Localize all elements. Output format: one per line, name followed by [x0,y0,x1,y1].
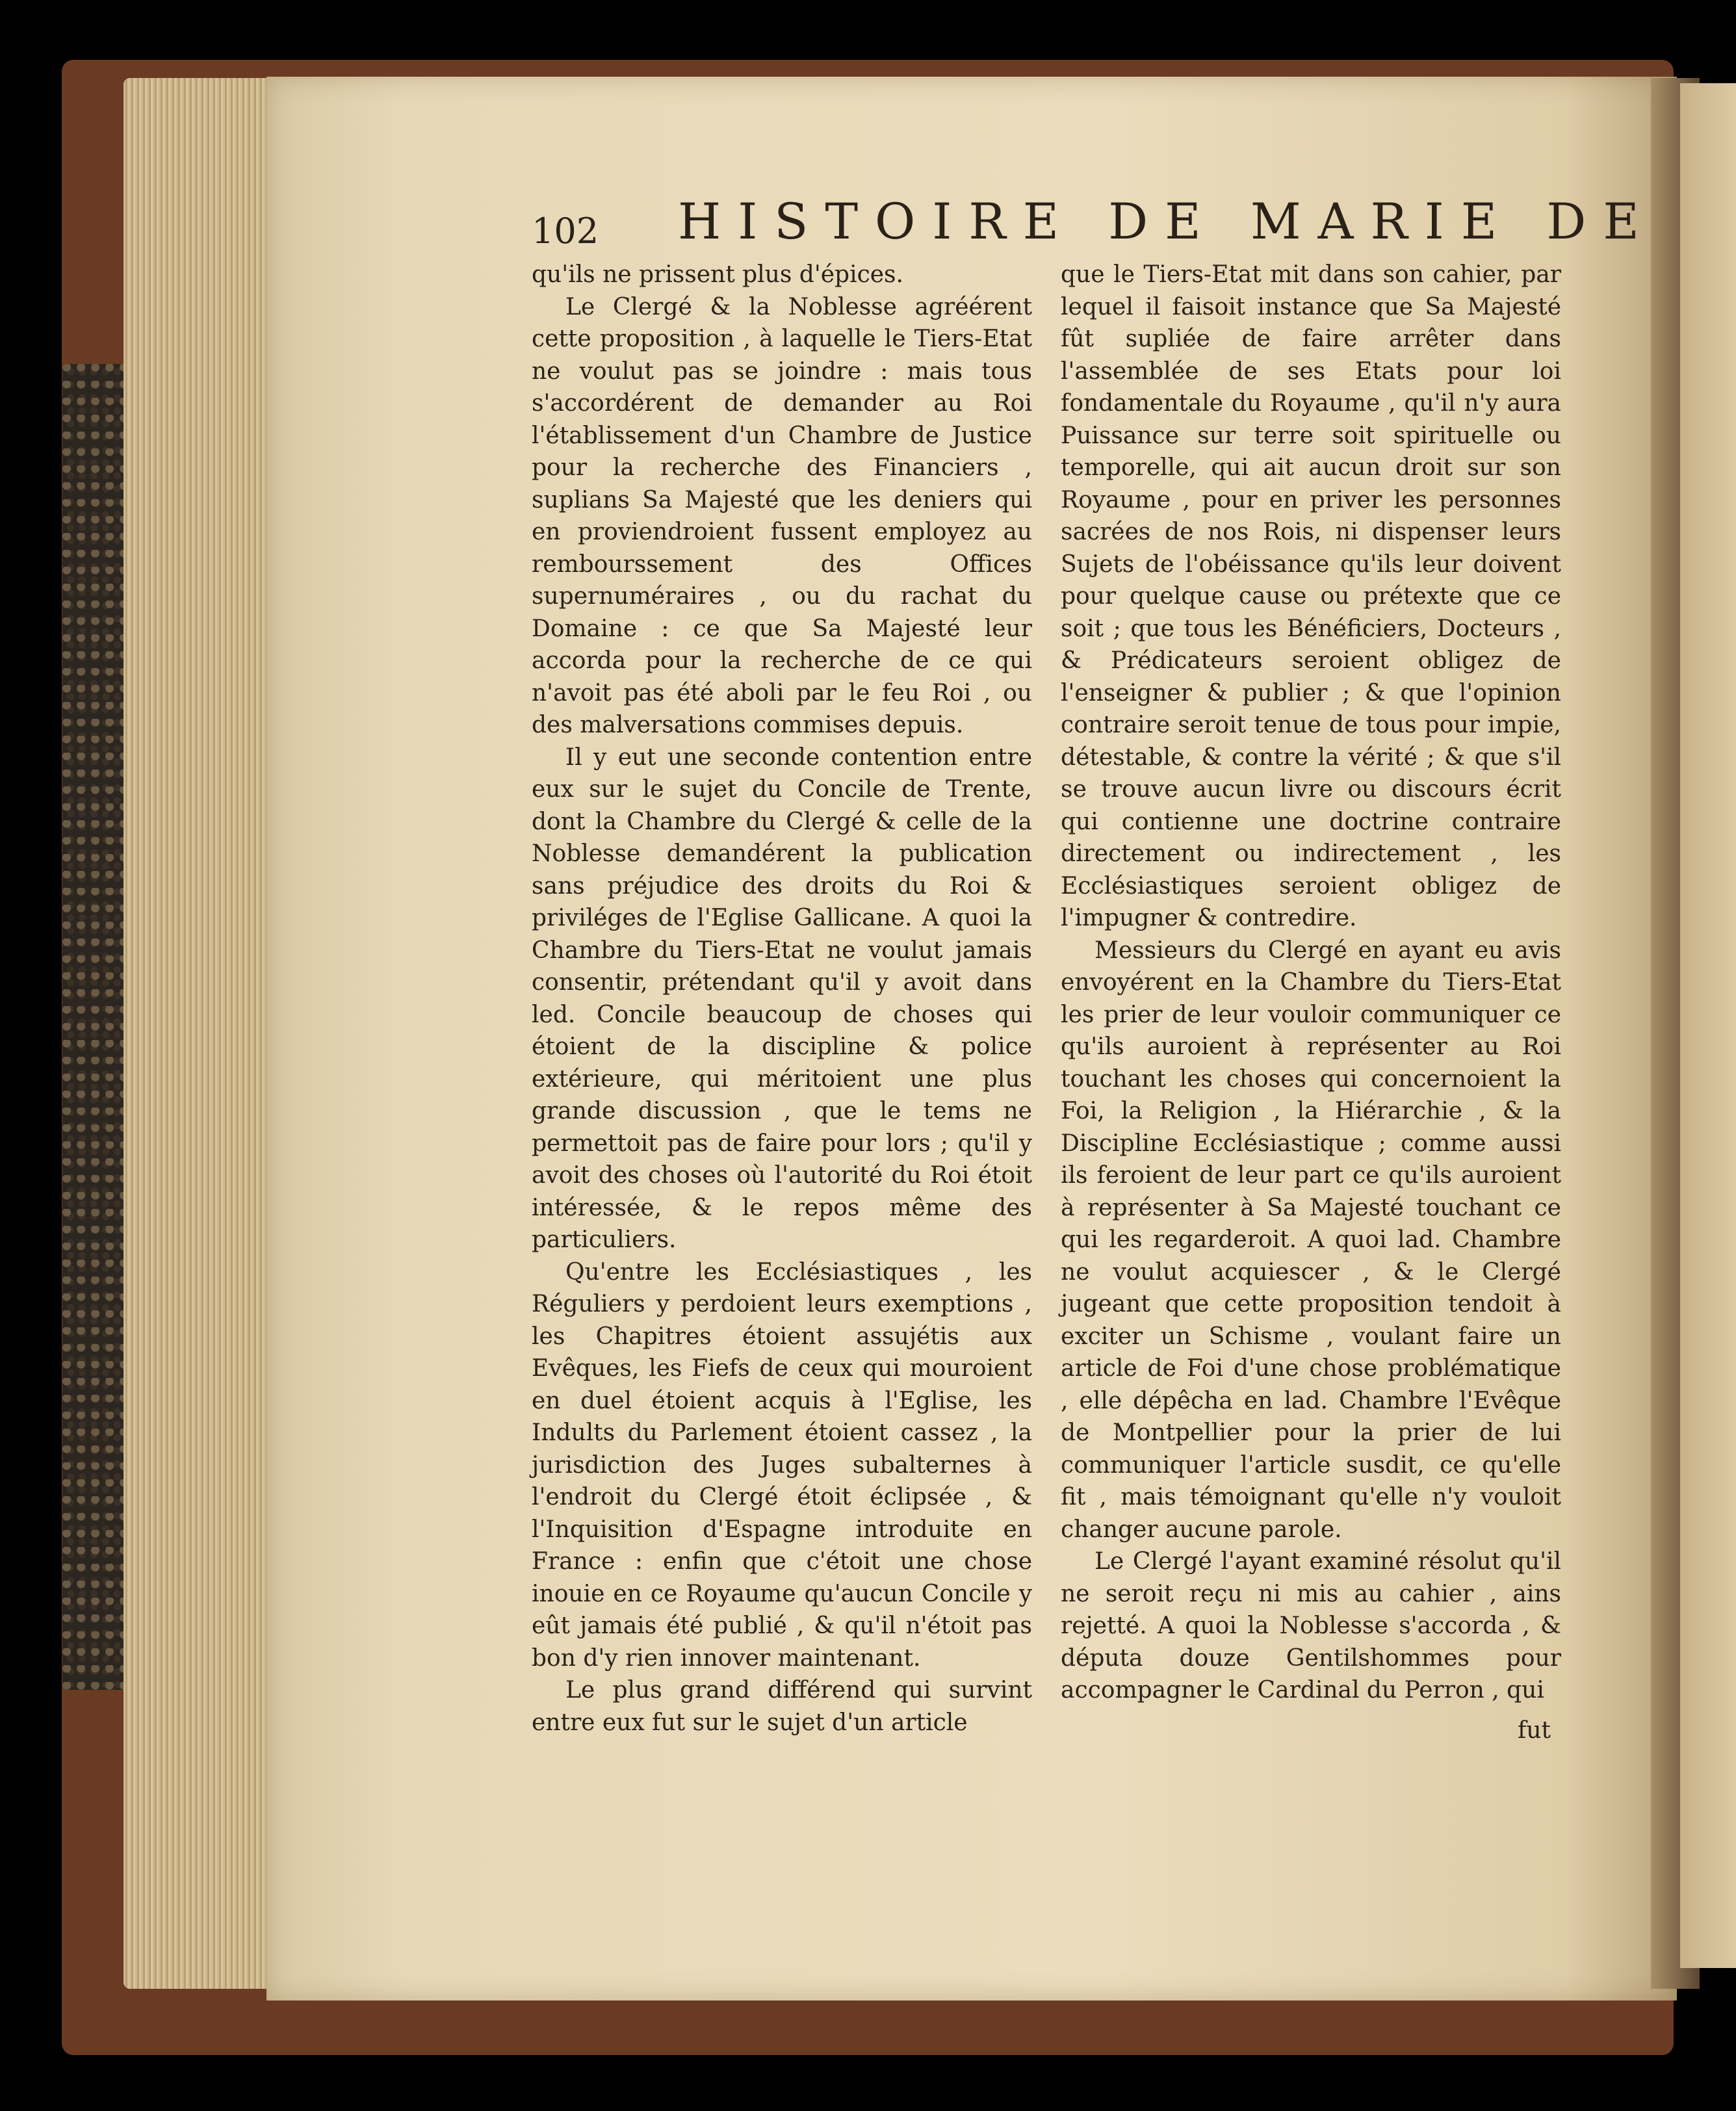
paragraph: Qu'entre les Ecclésiastiques , les Réguliers y perdoient leurs exemptions , les Chapitres étoient assujétis aux Evêques, les Fiefs de ceux qui mouroient en duel étoient acquis à l'Eglise, les Indults du Parlement étoient cassez , la jurisdiction des Juges subalternes à l'endroit du Clergé étoit éclipsée , & l'Inquisition d'Espagne introduite en France : enfin que c'étoit une chose inouie en ce Royaume qu'aucun Concile y eût jamais été publié , & qu'il n'étoit pas bon d'y rien innover maintenant. [532,1258,1032,1672]
paragraph: qu'ils ne prissent plus d'épices. [532,261,903,288]
page-number: 102 [532,211,599,252]
paragraph: Il y eut une seconde contention entre eux sur le sujet du Concile de Trente, dont la Chambre du Clergé & celle de la Noblesse demandérent la publication sans préjudice des droits du Roi & priviléges de l'Eglise Gallicane. A quoi la Chambre du Tiers-Etat ne voulut jamais consentir, prétendant qu'il y avoit dans led. Concile beaucoup de choses qui étoient de la discipline & police extérieure, qui méritoient une plus grande discussion , que le tems ne permettoit pas de faire pour lors ; qu'il y avoit des choses où l'autorité du Roi étoit intéressée, & le repos même des particuliers. [532,744,1032,1253]
running-title: HISTOIRE DE MARIE DE [678,192,1656,250]
paragraph: Le plus grand différend qui survint entre eux fut sur le sujet d'un article [532,1677,1032,1736]
paragraph: Messieurs du Clergé en ayant eu avis envoyérent en la Chambre du Tiers-Etat les prier de leur vouloir communiquer ce qu'ils auroient à représenter au Roi touchant les choses qui concernoient la Foi, la Religion , la Hiérarchie , & la Discipline Ecclésiastique ; comme aussi ils feroient de leur part ce qu'ils auroient à représenter à Sa Majesté touchant ce qui les regarderoit. A quoi lad. Chambre ne voulut acquiescer , & le Clergé jugeant que cette proposition tendoit à exciter un Schisme , voulant faire un article de Foi d'une chose problématique , elle dépêcha en lad. Chambre l'Evêque de Montpellier pour la prier de lui communiquer l'article susdit, ce qu'elle fit , mais témoignant qu'elle n'y vouloit changer aucune parole. [1061,937,1561,1543]
page-header [532,192,1656,252]
paragraph: Le Clergé l'ayant examiné résolut qu'il ne seroit reçu ni mis au cahier , ains rejetté. A quoi la Noblesse s'accorda , & députa douze Gentilshommes pour accompagner le Cardinal du Perron , qui [1061,1548,1561,1703]
paragraph: que le Tiers-Etat mit dans son cahier, par lequel il faisoit instance que Sa Majesté fût supliée de faire arrêter dans l'assemblée de ses Etats pour loi fondamentale du Royaume , qu'il n'y aura Puissance sur terre soit spirituelle ou temporelle, qui ait aucun droit sur son Royaume , pour en priver les personnes sacrées de nos Rois, ni dispenser leurs Sujets de l'obéissance qu'ils leur doivent pour quelque cause ou prétexte que ce soit ; que tous les Bénéficiers, Docteurs , & Prédicateurs seroient obligez de l'enseigner & publier ; & que l'opinion contraire seroit tenue de tous pour impie, détestable, & contre la vérité ; & que s'il se trouve aucun livre ou discours écrit qui contienne une doctrine contraire directement ou indirectement , les Ecclésiastiques seroient obligez de l'impugner & contredire. [1061,261,1561,931]
page-edges [123,78,273,1989]
right-column [1061,259,1561,1707]
facing-page-edge [1680,83,1736,1968]
catchword: fut [1518,1717,1551,1744]
paragraph: Le Clergé & la Noblesse agréérent cette proposition , à laquelle le Tiers-Etat ne voulut pas se joindre : mais tous s'accordérent de demander au Roi l'établissement d'un Chambre de Justice pour la recherche des Financiers , suplians Sa Majesté que les deniers qui en proviendroient fussent employez au rembourssement des Offices supernuméraires , ou du rachat du Domaine : ce que Sa Majesté leur accorda pour la recherche de ce qui n'avoit pas été aboli par le feu Roi , ou des malversations commises depuis. [532,293,1032,738]
left-column [532,259,1032,1739]
